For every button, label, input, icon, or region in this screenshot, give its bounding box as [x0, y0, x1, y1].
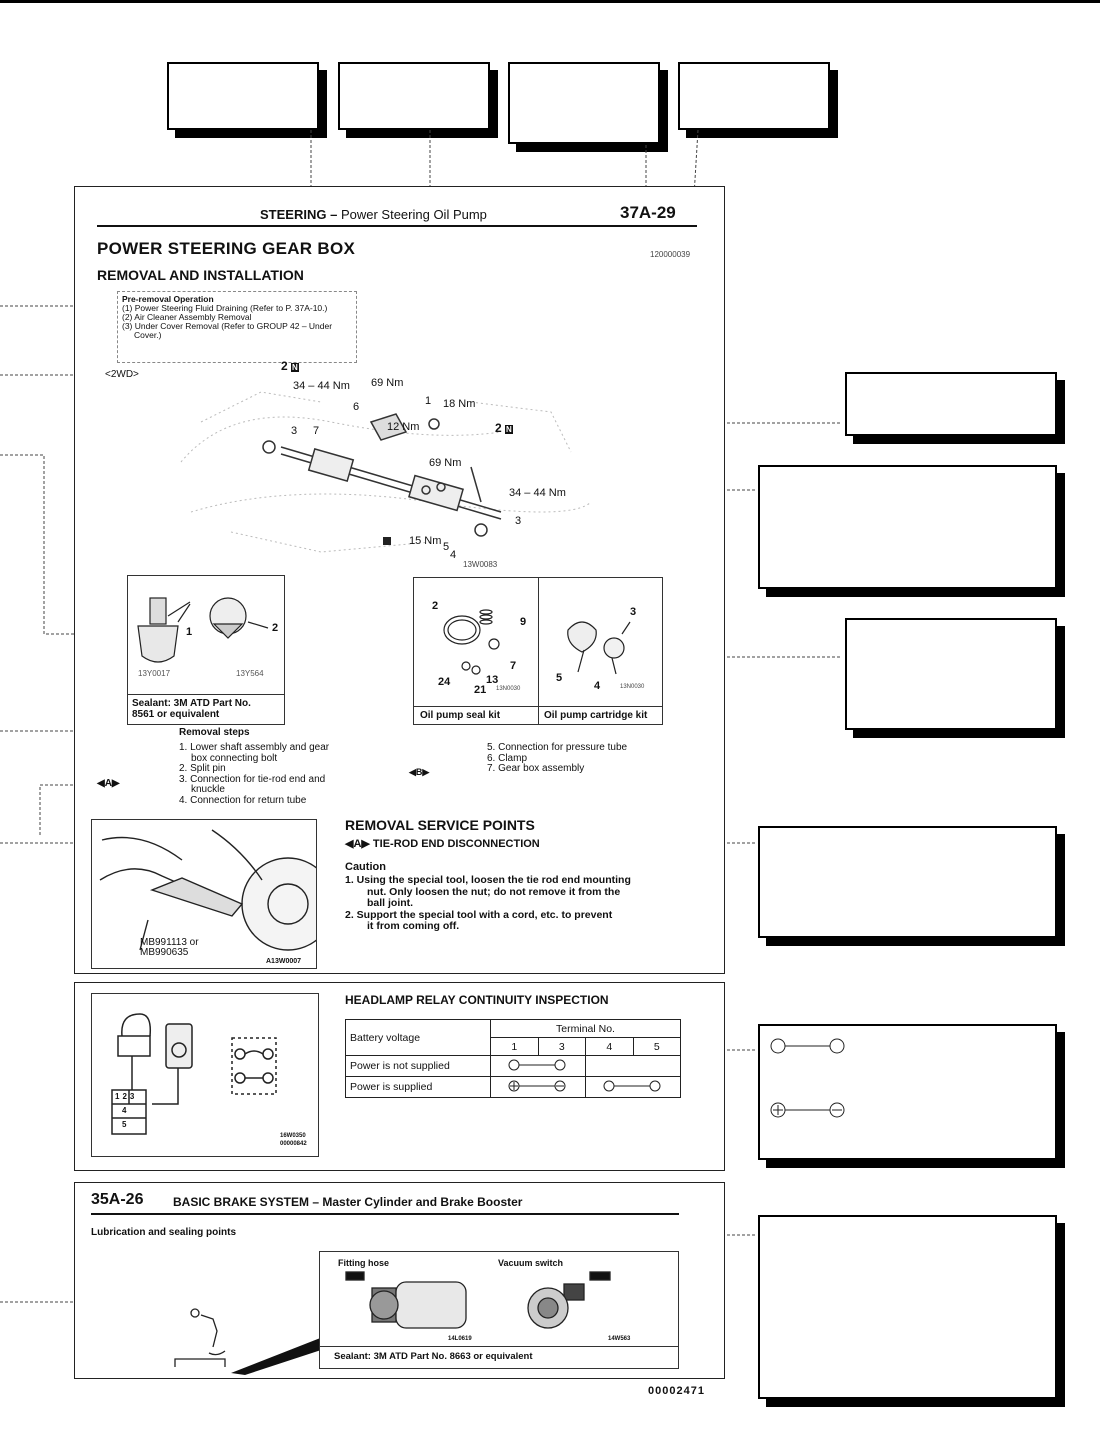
step-item: 4. Connection for return tube	[179, 794, 307, 806]
relay-wiring-inset	[91, 993, 319, 1157]
step-item: knuckle	[191, 784, 225, 795]
sheet-headlamp-relay	[74, 982, 725, 1171]
sheet-header	[260, 207, 487, 222]
part-callout: 13	[486, 674, 499, 686]
part-callout: 9	[520, 616, 527, 628]
removal-steps-left	[179, 743, 329, 806]
header-rule	[97, 225, 697, 227]
relay-pin-label: 5	[122, 1120, 127, 1129]
table-row	[346, 1077, 681, 1098]
torque-label: 15 Nm	[409, 535, 442, 547]
part-callout: 24	[438, 676, 451, 688]
part-callout: 7	[313, 425, 320, 437]
part-callout: 2	[272, 622, 279, 634]
pre-removal-item: Cover.)	[134, 330, 162, 340]
doc-code: 120000039	[650, 250, 691, 259]
table-header: Terminal No.	[491, 1020, 681, 1038]
part-callout: 5	[556, 672, 563, 684]
part-callout: 3	[515, 515, 522, 527]
callout-box-3	[508, 62, 660, 144]
header-section: BASIC BRAKE SYSTEM	[173, 1195, 310, 1209]
part-callout: 5	[443, 541, 450, 553]
caution-item: ball joint.	[367, 897, 414, 909]
callout-box-5	[845, 372, 1057, 436]
figure-code: 13Y564	[236, 669, 264, 678]
pre-removal-box	[117, 291, 357, 363]
callout-box-10	[758, 1215, 1057, 1399]
seal-kit-caption: Oil pump seal kit	[420, 710, 501, 721]
page-number: 35A-26	[91, 1191, 144, 1208]
callout-box-8	[758, 826, 1057, 938]
relay-continuity-table	[345, 1019, 681, 1098]
terminal-header: 4	[586, 1038, 634, 1056]
figure-code: 13N0030	[620, 684, 645, 690]
tie-rod-tool-illustration	[92, 820, 316, 968]
part-callout: 4	[594, 680, 601, 692]
callout-box-4	[678, 62, 830, 130]
header-dash: –	[330, 207, 338, 222]
open-circle-icon	[830, 1039, 844, 1053]
terminal-header: 5	[633, 1038, 681, 1056]
part-callout: 7	[510, 660, 517, 672]
part-callout: 3	[291, 425, 298, 437]
fitting-hose-label: Fitting hose	[338, 1258, 389, 1268]
part-callout: 6	[353, 401, 360, 413]
row-label: Power is not supplied	[346, 1056, 491, 1077]
service-points-title: REMOVAL SERVICE POINTS	[345, 817, 535, 833]
caution-item: 2. Support the special tool with a cord, etc. to prevent	[345, 908, 613, 921]
part-callout: 2	[432, 600, 439, 612]
part-callout: 21	[474, 684, 487, 696]
tool-label: MB991113 or MB990635	[140, 937, 199, 958]
pre-removal-item: (3) Under Cover Removal (Refer to GROUP 42 – Under	[122, 321, 333, 331]
step-item: 5. Connection for pressure tube	[487, 742, 628, 753]
removal-steps-title: Removal steps	[179, 727, 250, 738]
part-callout: 4	[450, 549, 457, 561]
section-title: Lubrication and sealing points	[91, 1227, 237, 1238]
step-item: 3. Connection for tie-rod end and	[179, 773, 326, 785]
marker-a: ◀A▶	[97, 778, 120, 789]
figure-code: 13Y0017	[138, 669, 171, 678]
sealant-caption: Sealant: 3M ATD Part No. 8663 or equivalent	[334, 1351, 533, 1362]
figure-code: A13W0007	[266, 958, 302, 965]
section-subtitle: REMOVAL AND INSTALLATION	[97, 267, 304, 283]
step-item: 1. Lower shaft assembly and gear	[179, 742, 330, 753]
fitting-hose-illustration	[336, 1268, 486, 1338]
service-subtitle: ◀A▶ TIE-ROD END DISCONNECTION	[345, 838, 540, 850]
page-number: 37A-29	[620, 203, 676, 222]
multimeter-icon	[166, 1024, 192, 1068]
caution-title: Caution	[345, 861, 386, 873]
header-rule	[91, 1213, 679, 1215]
part-callout: 3	[630, 606, 637, 618]
row-label: Power is supplied	[346, 1077, 491, 1098]
continuity-cell	[491, 1077, 586, 1098]
torque-label: 18 Nm	[443, 398, 476, 410]
continuity-cell	[491, 1056, 586, 1077]
torque-label: 12 Nm	[387, 421, 420, 433]
callout-box-2	[338, 62, 490, 130]
page-title: POWER STEERING GEAR BOX	[97, 239, 356, 258]
figure-code: 14L0619	[448, 1336, 472, 1342]
torque-label: 34 – 44 Nm	[293, 380, 350, 392]
caution-text	[345, 875, 631, 933]
torque-label: 69 Nm	[429, 457, 462, 469]
tie-rod-tool-inset	[91, 819, 317, 969]
sheet-power-steering	[74, 186, 725, 974]
relay-pin-labels: 123	[115, 1092, 138, 1101]
caution-item: 1. Using the special tool, loosen the tie rod end mounting	[345, 874, 631, 886]
header-subtitle: Power Steering Oil Pump	[340, 207, 487, 222]
pre-removal-item: (1) Power Steering Fluid Draining (Refer to P. 37A-10.)	[122, 303, 328, 313]
torque-label: 34 – 44 Nm	[509, 487, 566, 499]
continuity-mark	[586, 1077, 680, 1094]
sheet-brake-system	[74, 1182, 725, 1379]
figure-code: 13W0083	[463, 560, 498, 569]
continuity-cell	[586, 1077, 681, 1098]
continuity-mark	[491, 1056, 585, 1073]
callout-box-7	[845, 618, 1057, 730]
n-marker-icon	[383, 537, 391, 545]
battery-icon	[118, 1036, 150, 1056]
step-item: 7. Gear box assembly	[487, 763, 585, 774]
marker-b: ◀B▶	[409, 767, 430, 777]
figure-code: 14W563	[608, 1336, 631, 1342]
removal-steps-right	[487, 743, 627, 775]
caution-item: nut. Only loosen the nut; do not remove it from the	[367, 885, 621, 898]
step-item: 6. Clamp	[487, 752, 528, 764]
step-item: 2. Split pin	[179, 763, 226, 774]
part-callout: 1	[186, 626, 193, 638]
vacuum-switch-illustration	[510, 1268, 660, 1338]
cartridge-kit-caption: Oil pump cartridge kit	[544, 710, 648, 721]
top-rule	[0, 0, 1100, 3]
continuity-mark	[491, 1077, 585, 1094]
oil-pump-kits-inset	[413, 577, 663, 725]
part-callout: 2 N	[495, 421, 512, 435]
figure-code: 16W0350 00000842	[280, 1133, 307, 1147]
torque-label: 69 Nm	[371, 377, 404, 389]
sheet-header	[173, 1195, 522, 1209]
pre-removal-title: Pre-removal Operation	[122, 294, 214, 304]
part-callout: 1	[425, 395, 432, 407]
step-item: box connecting bolt	[191, 752, 278, 764]
table-header: Battery voltage	[346, 1020, 491, 1056]
header-dash: –	[312, 1195, 320, 1209]
sealant-caption: Sealant: 3M ATD Part No. 8561 or equivalent	[132, 698, 251, 720]
sealant-inset	[127, 575, 285, 725]
vacuum-switch-label: Vacuum switch	[498, 1258, 564, 1268]
relay-inspection-title: HEADLAMP RELAY CONTINUITY INSPECTION	[345, 993, 609, 1007]
terminal-header: 1	[491, 1038, 539, 1056]
caution-item: it from coming off.	[367, 920, 460, 932]
callout-box-1	[167, 62, 319, 130]
figure-code: 13N0030	[496, 686, 521, 692]
open-circle-icon	[771, 1039, 785, 1053]
continuity-cell	[586, 1056, 681, 1077]
footer-code: 00002471	[648, 1385, 705, 1397]
relay-pin-label: 4	[122, 1106, 127, 1115]
callout-box-9	[758, 1024, 1057, 1160]
header-section: STEERING	[260, 207, 327, 222]
table-row	[346, 1056, 681, 1077]
header-subtitle: Master Cylinder and Brake Booster	[322, 1195, 523, 1209]
callout-box-6	[758, 465, 1057, 589]
variant-label: <2WD>	[105, 369, 139, 380]
part-callout: 2 N	[281, 359, 298, 373]
pre-removal-item: (2) Air Cleaner Assembly Removal	[122, 312, 252, 322]
symbol-legend	[766, 1032, 886, 1132]
gearbox-exploded-diagram	[171, 362, 611, 572]
brake-sealant-inset	[319, 1251, 679, 1369]
terminal-header: 3	[538, 1038, 586, 1056]
